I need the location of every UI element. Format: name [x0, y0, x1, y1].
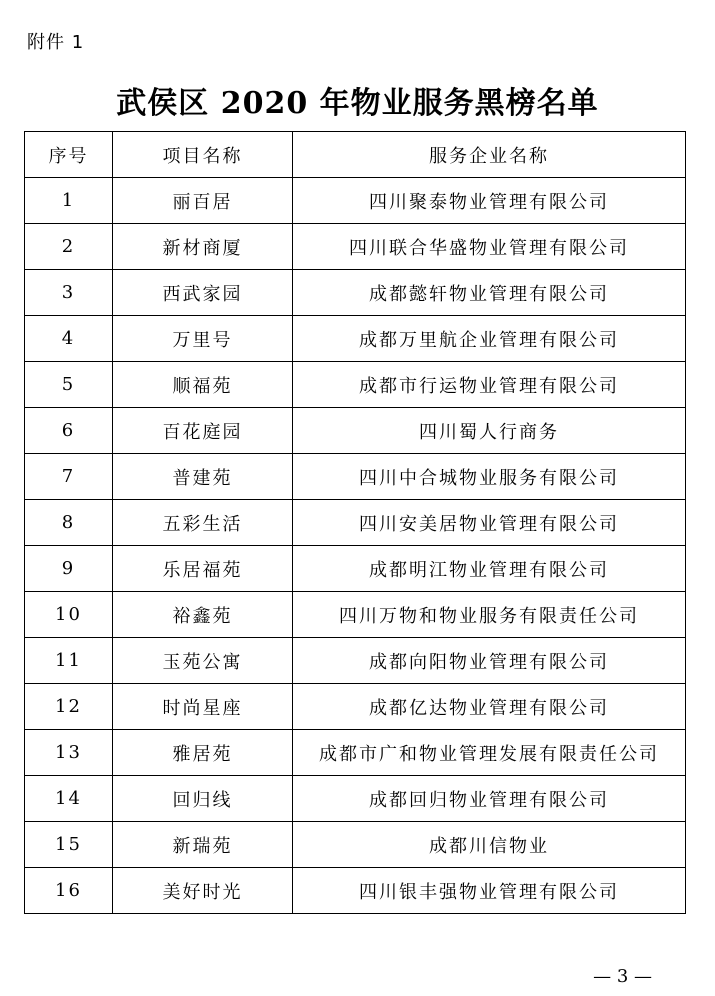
- cell-number: 4: [25, 316, 113, 362]
- table-row: [25, 546, 686, 592]
- cell-project-name: 时尚星座: [113, 684, 293, 730]
- column-header-no: 序号: [25, 132, 113, 178]
- blacklist-table: [24, 131, 686, 914]
- cell-number: 10: [25, 592, 113, 638]
- cell-number: 14: [25, 776, 113, 822]
- cell-company-name: 成都向阳物业管理有限公司: [293, 638, 686, 684]
- cell-company-name: 四川万物和物业服务有限责任公司: [293, 592, 686, 638]
- cell-company-name: 四川聚泰物业管理有限公司: [293, 178, 686, 224]
- cell-company-name: 四川中合城物业服务有限公司: [293, 454, 686, 500]
- attachment-label: 附件 1: [27, 32, 85, 53]
- cell-number: 13: [25, 730, 113, 776]
- table-row: [25, 638, 686, 684]
- table-row: [25, 776, 686, 822]
- cell-project-name: 新材商厦: [113, 224, 293, 270]
- cell-number: 9: [25, 546, 113, 592]
- table-row: [25, 316, 686, 362]
- cell-company-name: 成都市行运物业管理有限公司: [293, 362, 686, 408]
- cell-number: 5: [25, 362, 113, 408]
- cell-number: 15: [25, 822, 113, 868]
- table-row: [25, 684, 686, 730]
- cell-project-name: 普建苑: [113, 454, 293, 500]
- cell-company-name: 四川银丰强物业管理有限公司: [293, 868, 686, 914]
- table-row: [25, 592, 686, 638]
- table-row: [25, 868, 686, 914]
- cell-company-name: 成都万里航企业管理有限公司: [293, 316, 686, 362]
- page-number: — 3 —: [593, 966, 652, 987]
- cell-company-name: 成都市广和物业管理发展有限责任公司: [293, 730, 686, 776]
- cell-company-name: 成都懿轩物业管理有限公司: [293, 270, 686, 316]
- table-row: [25, 224, 686, 270]
- table-header-row: [25, 132, 686, 178]
- cell-company-name: 成都回归物业管理有限公司: [293, 776, 686, 822]
- table-row: [25, 362, 686, 408]
- table-row: [25, 178, 686, 224]
- cell-project-name: 玉苑公寓: [113, 638, 293, 684]
- cell-project-name: 万里号: [113, 316, 293, 362]
- cell-number: 12: [25, 684, 113, 730]
- cell-company-name: 四川蜀人行商务: [293, 408, 686, 454]
- cell-number: 11: [25, 638, 113, 684]
- cell-project-name: 丽百居: [113, 178, 293, 224]
- cell-project-name: 乐居福苑: [113, 546, 293, 592]
- cell-company-name: 成都川信物业: [293, 822, 686, 868]
- table-row: [25, 730, 686, 776]
- cell-project-name: 西武家园: [113, 270, 293, 316]
- cell-company-name: 成都明江物业管理有限公司: [293, 546, 686, 592]
- cell-company-name: 四川联合华盛物业管理有限公司: [293, 224, 686, 270]
- cell-number: 7: [25, 454, 113, 500]
- cell-number: 6: [25, 408, 113, 454]
- cell-project-name: 五彩生活: [113, 500, 293, 546]
- table-row: [25, 500, 686, 546]
- cell-company-name: 成都亿达物业管理有限公司: [293, 684, 686, 730]
- table-row: [25, 822, 686, 868]
- cell-project-name: 顺福苑: [113, 362, 293, 408]
- column-header-project: 项目名称: [113, 132, 293, 178]
- table-row: [25, 270, 686, 316]
- cell-number: 16: [25, 868, 113, 914]
- cell-project-name: 美好时光: [113, 868, 293, 914]
- cell-project-name: 裕鑫苑: [113, 592, 293, 638]
- page-title: 武侯区 2020 年物业服务黑榜名单: [116, 86, 599, 121]
- cell-project-name: 百花庭园: [113, 408, 293, 454]
- cell-company-name: 四川安美居物业管理有限公司: [293, 500, 686, 546]
- column-header-company: 服务企业名称: [293, 132, 686, 178]
- cell-project-name: 新瑞苑: [113, 822, 293, 868]
- table-row: [25, 408, 686, 454]
- cell-number: 2: [25, 224, 113, 270]
- cell-number: 3: [25, 270, 113, 316]
- cell-project-name: 回归线: [113, 776, 293, 822]
- cell-number: 1: [25, 178, 113, 224]
- cell-number: 8: [25, 500, 113, 546]
- cell-project-name: 雅居苑: [113, 730, 293, 776]
- table-row: [25, 454, 686, 500]
